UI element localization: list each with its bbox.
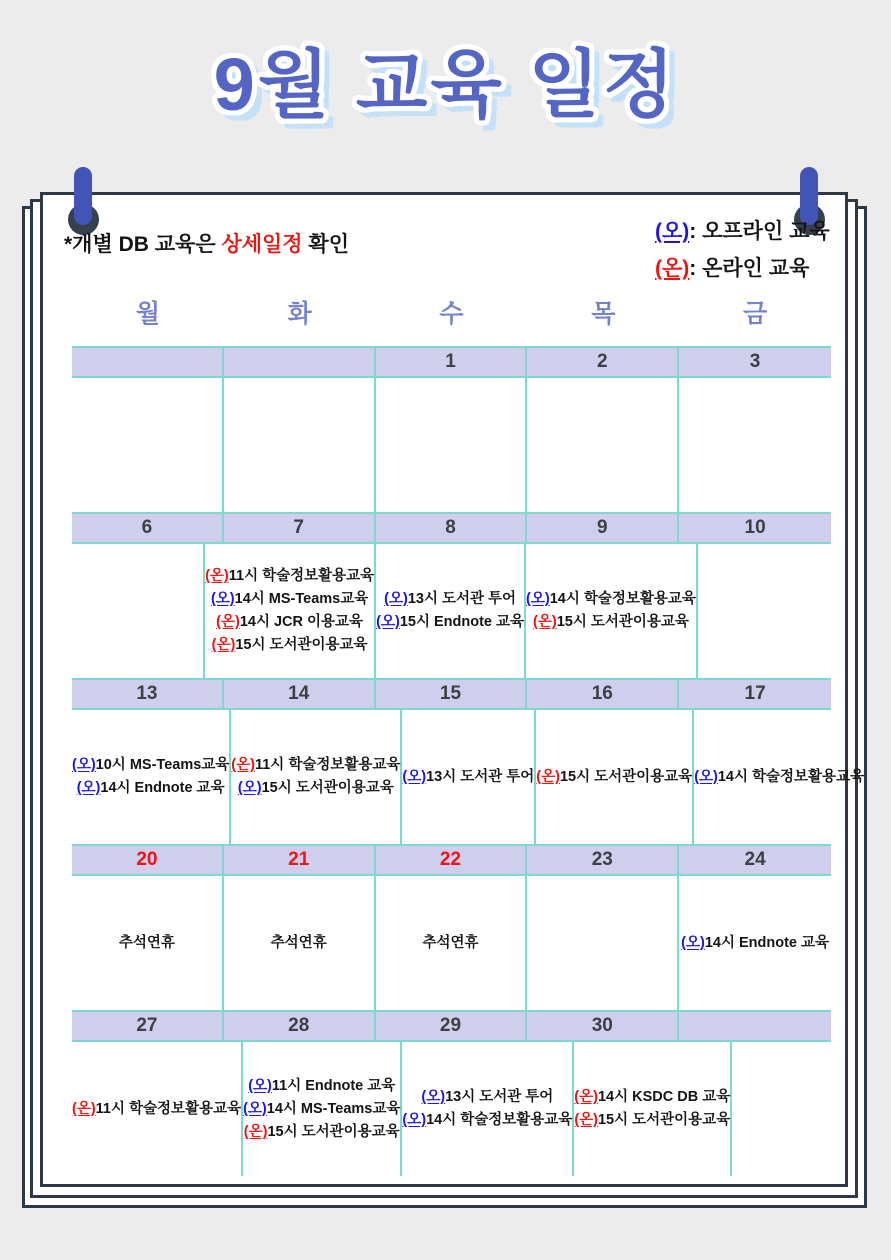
date-cell-27: 27: [72, 1012, 224, 1040]
event-entry: (온)11시 학술정보활용교육: [231, 757, 401, 773]
day-cell-14: [231, 710, 402, 844]
date-cell-3: 3: [749, 351, 761, 372]
event-entry: (온)14시 KSDC DB 교육: [574, 1089, 731, 1105]
db-schedule-note: [64, 228, 349, 258]
date-cell-14: 14: [224, 680, 376, 708]
day-cell-30: [574, 1042, 732, 1176]
holiday-label: 추석연휴: [422, 934, 479, 951]
event-entry: (온)15시 도서관이용교육: [574, 1112, 731, 1128]
day-cell-21: [224, 876, 376, 1010]
offline-tag: (오): [72, 757, 96, 773]
event-entry: (오)13시 도서관 투어: [421, 1089, 554, 1105]
day-cell-17: [694, 710, 864, 844]
page-title: 9월 교육 일정: [213, 43, 678, 126]
day-cell-2: [527, 378, 679, 512]
offline-tag: (오): [76, 780, 101, 796]
date-cell-29: 29: [376, 1012, 528, 1040]
calendar-grid: [72, 346, 865, 1176]
date-cell-22: 22: [376, 846, 528, 874]
online-tag: (온): [216, 614, 240, 630]
week-5-date-row: [72, 1010, 831, 1042]
online-tag: (온): [574, 1112, 598, 1128]
day-cell-24: [679, 876, 831, 1010]
day-cell-23: [527, 876, 679, 1010]
date-cell-23: 23: [527, 846, 679, 874]
offline-tag: (오): [694, 768, 718, 785]
event-entry: (오)13시 도서관 투어: [402, 768, 535, 785]
week-3-date-row: [72, 678, 831, 710]
date-cell-7: 7: [224, 514, 376, 542]
event-entry: (오)10시 MS-Teams교육: [72, 757, 230, 773]
event-entry: (오)14시 Endnote 교육: [76, 780, 225, 796]
event-entry: (온)14시 JCR 이용교육: [216, 614, 364, 630]
online-tag: (온): [574, 1089, 598, 1105]
online-tag: (온): [205, 568, 229, 584]
weekday-header-row: [72, 294, 831, 330]
pushpin-stick: [74, 167, 92, 225]
week-1-date-row: [72, 346, 831, 378]
day-cell-27: [72, 1042, 243, 1176]
date-cell-empty: [224, 348, 376, 376]
legend-offline: [655, 213, 830, 250]
weekday-label-0: 월: [135, 300, 160, 328]
week-1-content-row: [72, 378, 831, 512]
day-cell-29: [402, 1042, 574, 1176]
week-2-date-row: [72, 512, 831, 544]
weekday-label-4: 금: [743, 300, 768, 328]
online-tag: (온): [533, 614, 557, 630]
holiday-label: 추석연휴: [270, 934, 327, 951]
day-cell-20: [72, 876, 224, 1010]
event-entry: (오)11시 Endnote 교육: [248, 1077, 396, 1094]
day-cell-13: [72, 710, 231, 844]
offline-tag: (오): [243, 1100, 267, 1117]
online-tag: (온): [655, 257, 690, 280]
online-tag: (온): [72, 1100, 96, 1117]
day-cell-empty: [732, 1042, 831, 1176]
date-cell-28: 28: [224, 1012, 376, 1040]
date-cell-13: 13: [72, 680, 224, 708]
offline-tag: (오): [526, 591, 550, 607]
event-entry: (오)14시 학술정보활용교육: [402, 1112, 573, 1128]
week-3-content-row: [72, 710, 865, 844]
day-cell-16: [536, 710, 694, 844]
event-entry: (온)11시 학술정보활용교육: [205, 568, 375, 584]
online-tag: (온): [536, 768, 560, 785]
week-2-content-row: [72, 544, 831, 678]
legend: [655, 213, 830, 287]
day-cell-10: [698, 544, 831, 678]
week-5-content-row: [72, 1042, 831, 1176]
online-tag: (온): [211, 637, 236, 653]
day-cell-3: [679, 378, 831, 512]
day-cell-8: [376, 544, 526, 678]
online-tag: (온): [231, 757, 255, 773]
event-entry: (온)15시 도서관이용교육: [533, 614, 689, 630]
event-entry: (오)14시 학술정보활용교육: [694, 768, 865, 785]
event-entry: (온)15시 도서관이용교육: [536, 768, 693, 785]
day-cell-7: [205, 544, 376, 678]
date-cell-2: 2: [527, 348, 679, 376]
holiday-label: 추석연휴: [118, 934, 175, 951]
event-entry: (오)15시 도서관이용교육: [237, 780, 394, 796]
event-entry: (온)15시 도서관이용교육: [211, 637, 368, 653]
date-cell-21: 21: [224, 846, 376, 874]
week-4-date-row: [72, 844, 831, 876]
event-entry: (온)15시 도서관이용교육: [243, 1123, 400, 1140]
offline-tag: (오): [421, 1089, 446, 1105]
day-cell-empty: [72, 378, 224, 512]
event-entry: (온)11시 학술정보활용교육: [72, 1100, 242, 1117]
day-cell-15: [402, 710, 536, 844]
event-entry: (오)14시 Endnote 교육: [681, 934, 830, 951]
date-cell-10: 10: [744, 517, 766, 538]
offline-tag: (오): [402, 768, 427, 785]
date-cell-8: 8: [376, 514, 528, 542]
date-cell-24: 24: [744, 849, 766, 870]
offline-tag: (오): [376, 614, 400, 630]
offline-tag: (오): [681, 934, 705, 951]
date-cell-17: 17: [744, 683, 766, 704]
note-prefix: *개별 DB 교육은: [64, 233, 222, 256]
pushpin-left-icon: [65, 167, 101, 235]
offline-tag: (오): [210, 591, 235, 607]
date-cell-30: 30: [527, 1012, 679, 1040]
event-entry: (오)13시 도서관 투어: [384, 591, 517, 607]
online-label: : 온라인 교육: [689, 257, 810, 280]
day-cell-9: [526, 544, 698, 678]
event-entry: (오)14시 학술정보활용교육: [526, 591, 696, 607]
event-entry: (오)14시 MS-Teams교육: [243, 1100, 401, 1117]
weekday-label-2: 수: [439, 300, 464, 328]
day-cell-28: [243, 1042, 402, 1176]
date-cell-6: 6: [72, 514, 224, 542]
date-cell-16: 16: [527, 680, 679, 708]
week-4-content-row: [72, 876, 831, 1010]
day-cell-empty: [224, 378, 376, 512]
offline-tag: (오): [402, 1112, 427, 1128]
legend-online: [655, 250, 830, 287]
online-tag: (온): [243, 1123, 268, 1140]
date-cell-1: 1: [376, 348, 528, 376]
offline-tag: (오): [248, 1077, 272, 1094]
day-cell-1: [376, 378, 528, 512]
date-cell-15: 15: [376, 680, 528, 708]
offline-tag: (오): [384, 591, 408, 607]
note-highlight: 상세일정: [221, 233, 303, 256]
paper-front-sheet: [40, 192, 865, 1187]
weekday-label-3: 목: [591, 300, 616, 328]
offline-label: : 오프라인 교육: [689, 220, 830, 243]
calendar-paper-stack: [40, 192, 865, 1187]
date-cell-20: 20: [72, 846, 224, 874]
date-cell-empty: [679, 1012, 831, 1040]
weekday-label-1: 화: [287, 300, 312, 328]
day-cell-6: [72, 544, 205, 678]
offline-tag: (오): [237, 780, 262, 796]
date-cell-9: 9: [527, 514, 679, 542]
note-suffix: 확인: [302, 233, 350, 256]
event-entry: (오)14시 MS-Teams교육: [210, 591, 369, 607]
offline-tag: (오): [655, 220, 690, 243]
date-cell-empty: [72, 348, 224, 376]
event-entry: (오)15시 Endnote 교육: [376, 614, 525, 630]
day-cell-22: [376, 876, 528, 1010]
